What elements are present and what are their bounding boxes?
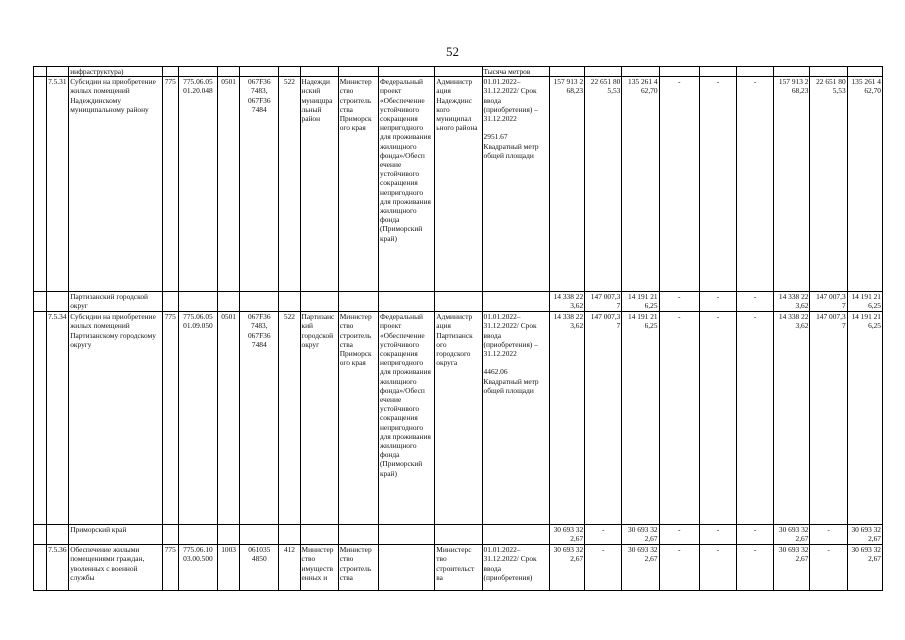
budget-table xyxy=(33,66,883,591)
rzpr-code: 1003 xyxy=(218,545,240,591)
table-row xyxy=(34,77,883,292)
ministry: Министер ство строитель ства Приморск ого края xyxy=(338,312,378,525)
term: 01.01.2022– 31.12.2022/ Срок ввода (приобретения) – 31.12.2022 2951.67 Квадратный метр общей площади xyxy=(482,77,549,292)
table-row xyxy=(34,312,883,525)
table-row xyxy=(34,545,883,591)
regional-amount: 30 693 32 2,67 xyxy=(622,525,659,545)
vr-code: 412 xyxy=(279,545,300,591)
total-amount-2: 14 338 22 3,62 xyxy=(774,312,810,525)
total-amount: 14 338 22 3,62 xyxy=(549,312,584,525)
regional-amount: 135 261 4 62,70 xyxy=(622,77,659,292)
total-amount: 14 338 22 3,62 xyxy=(549,292,584,312)
row-number: 7.5.34 xyxy=(47,312,69,525)
federal-amount: 147 007,3 7 xyxy=(585,292,622,312)
dash-cell: - xyxy=(737,525,774,545)
row-name: Субсидии на приобретение жилых помещений Надеждинскому муниципальному району xyxy=(69,77,163,292)
dash-cell: - xyxy=(659,77,699,292)
administrator: Министерс тво строительст ва xyxy=(435,545,482,591)
federal-amount-2: 147 007,3 7 xyxy=(810,312,847,525)
dash-cell: - xyxy=(659,292,699,312)
federal-amount-2: 147 007,3 7 xyxy=(810,292,847,312)
dash-cell: - xyxy=(737,312,774,525)
administrator: Администр ация Партизанск ого городского округа xyxy=(435,312,482,525)
rzpr-code: 0501 xyxy=(218,312,240,525)
federal-amount-2: - xyxy=(810,545,847,591)
total-amount: 30 693 32 2,67 xyxy=(549,545,584,591)
total-amount-2: 14 338 22 3,62 xyxy=(774,292,810,312)
header-row xyxy=(34,67,883,77)
vr-code: 522 xyxy=(279,312,300,525)
term: 01.01.2022– 31.12.2022/ Срок ввода (приобретения) – 31.12.2022 4462.06 Квадратный метр общей площади xyxy=(482,312,549,525)
federal-amount: - xyxy=(585,545,622,591)
row-name: Приморский край xyxy=(69,525,163,545)
federal-amount: - xyxy=(585,525,622,545)
regional-amount-2: 30 693 32 2,67 xyxy=(847,545,882,591)
regional-amount: 14 191 21 6,25 xyxy=(622,292,659,312)
total-amount-2: 30 693 32 2,67 xyxy=(774,545,810,591)
dash-cell: - xyxy=(737,292,774,312)
grbs-code: 775 xyxy=(162,312,178,525)
project: Федеральный проект «Обеспечение устойчивого сокращения непригодного для проживания жилищного фонда»/Обесп ечение устойчивого сокращения непригодного для проживания жилищного фонда (Приморский край) xyxy=(378,77,434,292)
grbs-code: 775 xyxy=(162,545,178,591)
row-name: Обеспечение жилыми помещениями граждан, уволенных с военной службы xyxy=(69,545,163,591)
row-name: Партизанский городской округ xyxy=(69,292,163,312)
dash-cell: - xyxy=(699,525,736,545)
dash-cell: - xyxy=(737,77,774,292)
vr-code: 522 xyxy=(279,77,300,292)
regional-amount-2: 30 693 32 2,67 xyxy=(847,525,882,545)
dash-cell: - xyxy=(659,545,699,591)
total-amount: 30 693 32 2,67 xyxy=(549,525,584,545)
federal-amount-2: - xyxy=(810,525,847,545)
recipient: Надежди нский муницupa льный район xyxy=(300,77,338,292)
ministry: Министер ство строитель ства xyxy=(338,545,378,591)
row-name: Субсидии на приобретение жилых помещений Партизанскому городскому округу xyxy=(69,312,163,525)
federal-amount: 22 651 80 5,53 xyxy=(585,77,622,292)
target-code: 067F36 7483, 067F36 7484 xyxy=(240,77,279,292)
term: 01.01.2022– 31.12.2022/ Срок ввода (приобретения) xyxy=(482,545,549,591)
recipient: Партизанс кий городской округ xyxy=(300,312,338,525)
dash-cell: - xyxy=(699,292,736,312)
total-amount-2: 30 693 32 2,67 xyxy=(774,525,810,545)
regional-amount: 30 693 32 2,67 xyxy=(622,545,659,591)
project: Федеральный проект «Обеспечение устойчивого сокращения непригодного для проживания жилищного фонда»/Обесп ечение устойчивого сокращения непригодного для проживания жилищного фонда (Приморский край) xyxy=(378,312,434,525)
subtotal-row xyxy=(34,292,883,312)
total-amount: 157 913 2 68,23 xyxy=(549,77,584,292)
csr-code: 775.06.05 01.20.048 xyxy=(178,77,217,292)
regional-amount-2: 135 261 4 62,70 xyxy=(847,77,882,292)
dash-cell: - xyxy=(659,525,699,545)
csr-code: 775.06.10 03.00.500 xyxy=(178,545,217,591)
dash-cell: - xyxy=(699,312,736,525)
dash-cell: - xyxy=(737,545,774,591)
administrator: Администр ация Надеждинс кого муниципал ьного района xyxy=(435,77,482,292)
regional-amount-2: 14 191 21 6,25 xyxy=(847,312,882,525)
total-amount-2: 157 913 2 68,23 xyxy=(774,77,810,292)
grbs-code: 775 xyxy=(162,77,178,292)
project xyxy=(378,545,434,591)
target-code: 067F36 7483, 067F36 7484 xyxy=(240,312,279,525)
target-code: 061035 4850 xyxy=(240,545,279,591)
rzpr-code: 0501 xyxy=(218,77,240,292)
recipient: Министер ство имуществ енных и xyxy=(300,545,338,591)
row-number: 7.5.31 xyxy=(47,77,69,292)
csr-code: 775.06.05 01.09.050 xyxy=(178,312,217,525)
dash-cell: - xyxy=(699,77,736,292)
federal-amount: 147 007,3 7 xyxy=(585,312,622,525)
regional-amount-2: 14 191 21 6,25 xyxy=(847,292,882,312)
federal-amount-2: 22 651 80 5,53 xyxy=(810,77,847,292)
row-number: 7.5.36 xyxy=(47,545,69,591)
page-number: 52 xyxy=(446,44,459,59)
ministry: Министер ство строитель ства Приморск ого края xyxy=(338,77,378,292)
dash-cell: - xyxy=(699,545,736,591)
header-name: инфраструктура) xyxy=(69,67,163,77)
regional-amount: 14 191 21 6,25 xyxy=(622,312,659,525)
header-unit: Тысяча метров xyxy=(482,67,549,77)
subtotal-row xyxy=(34,525,883,545)
dash-cell: - xyxy=(659,312,699,525)
